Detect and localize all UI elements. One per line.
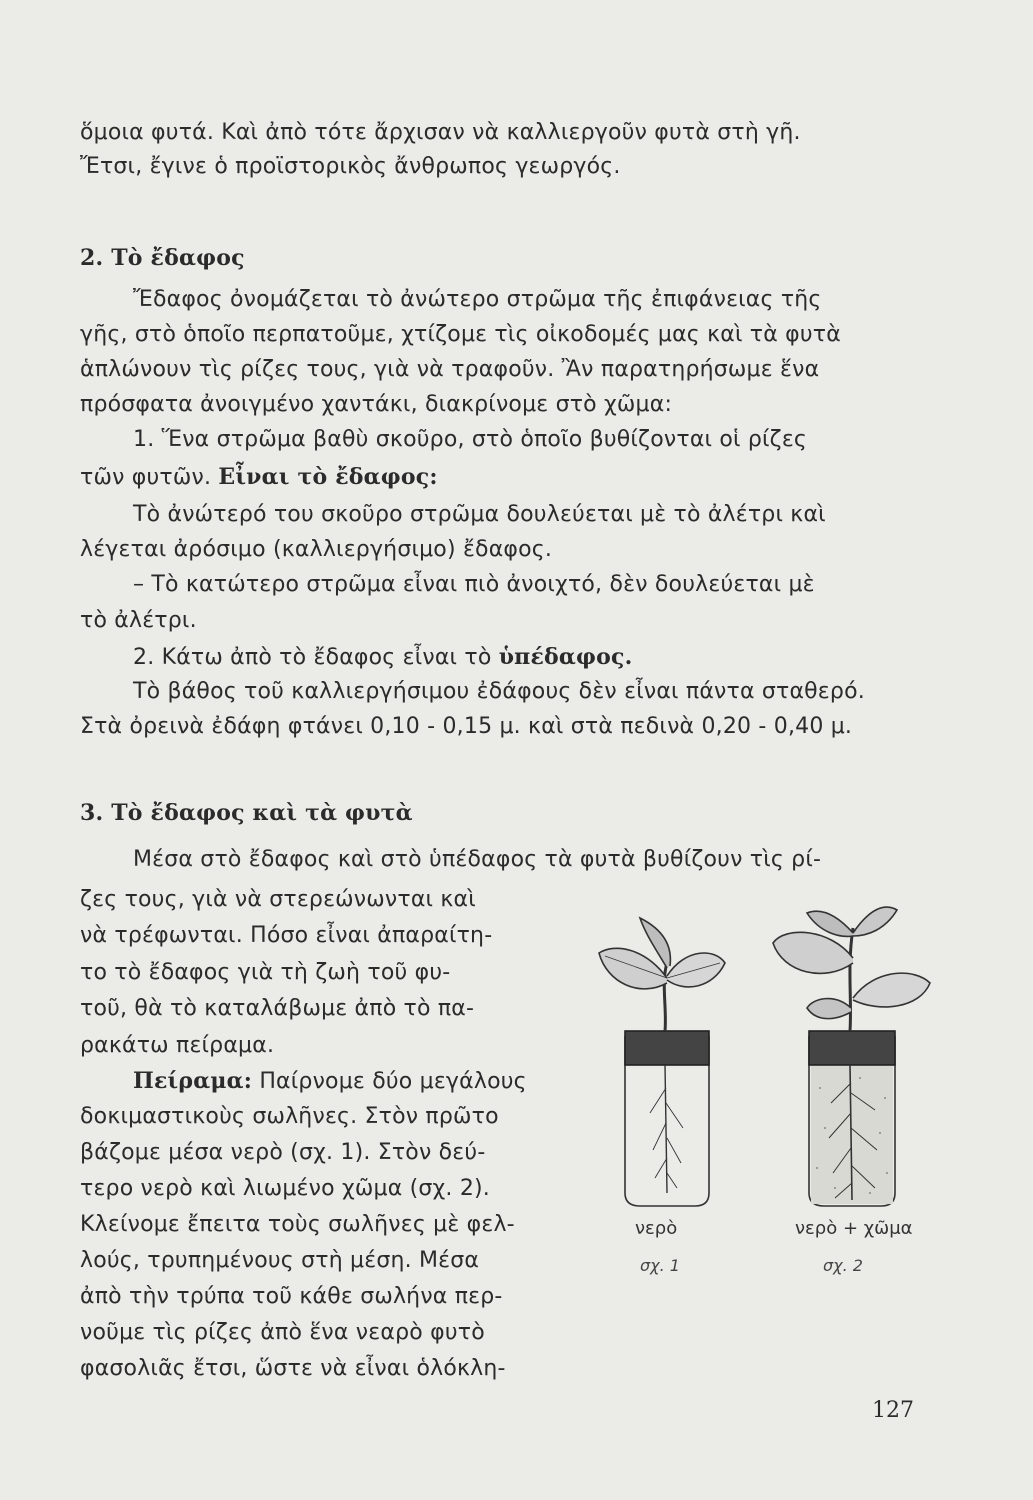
experiment-line: Κλείνομε ἔπειτα τοὺς σωλῆνες μὲ φελ- [80,1212,515,1237]
s2-para-line: Ἔδαφος ὀνομάζεται τὸ ἀνώτερο στρῶμα τῆς ἐπιφάνειας τῆς [133,287,822,312]
experiment-line: ἀπὸ τὴν τρύπα τοῦ κάθε σωλήνα περ- [80,1284,503,1309]
s2-para-line: Τὸ ἀνώτερό του σκοῦρο στρῶμα δουλεύεται μὲ τὸ ἀλέτρι καὶ [133,502,826,527]
s3-line: τοῦ, θὰ τὸ καταλάβωμε ἀπὸ τὸ πα- [80,996,475,1021]
intro-line-2: Ἔτσι, ἔγινε ὁ προϊστορικὸς ἄνθρωπος γεωργός. [80,154,621,179]
tube-2-label: νερὸ + χῶμα [795,1218,913,1239]
s2-item-1: 1. Ἕνα στρῶμα βαθὺ σκοῦρο, στὸ ὁποῖο βυθίζονται οἱ ρίζες [133,427,808,452]
s2-item-1-text: τῶν φυτῶν. [80,465,212,490]
s2-para-line: τὸ ἀλέτρι. [80,608,197,633]
s2-para-line: Τὸ βάθος τοῦ καλλιεργήσιμου ἐδάφους δὲν εἶναι πάντα σταθερό. [133,679,865,704]
s3-line: ζες τους, γιὰ νὰ στερεώνωνται καὶ [80,887,476,912]
experiment-line: δοκιμαστικοὺς σωλῆνες. Στὸν πρῶτο [80,1104,499,1129]
section-3-heading: 3. Τὸ ἔδαφος καὶ τὰ φυτὰ [80,800,413,826]
s2-para-line: πρόσφατα ἀνοιγμένο χαντάκι, διακρίνομε στὸ χῶμα: [80,392,673,417]
section-2-heading: 2. Τὸ ἔδαφος [80,245,245,271]
s2-item-2-text: 2. Κάτω ἀπὸ τὸ ἔδαφος εἶναι τὸ [133,645,492,670]
experiment-line: φασολιᾶς ἔτσι, ὥστε νὰ εἶναι ὁλόκλη- [80,1356,506,1381]
s3-line: νὰ τρέφωνται. Πόσο εἶναι ἀπαραίτη- [80,923,493,948]
experiment-line: βάζομε μέσα νερὸ (σχ. 1). Στὸν δεύ- [80,1140,486,1165]
s3-line: ρακάτω πείραμα. [80,1033,275,1058]
experiment-figure [585,888,945,1308]
tube-1-label: νερὸ [635,1218,678,1239]
s3-line: το τὸ ἔδαφος γιὰ τὴ ζωὴ τοῦ φυ- [80,960,451,985]
experiment-text: Παίρνομε δύο μεγάλους [259,1069,527,1094]
page-number: 127 [872,1398,914,1423]
s2-para-line: λέγεται ἀρόσιμο (καλλιεργήσιμο) ἔδαφος. [80,537,553,562]
intro-line-1: ὅμοια φυτά. Καὶ ἀπὸ τότε ἄρχισαν νὰ καλλιεργοῦν φυτὰ στὴ γῆ. [80,120,801,145]
experiment-line: λούς, τρυπημένους στὴ μέση. Μέσα [80,1248,480,1273]
experiment-label: Πείραμα: [133,1068,253,1094]
s2-item-2 [133,642,632,673]
s2-para-line: γῆς, στὸ ὁποῖο περπατοῦμε, χτίζομε τὶς οἰκοδομές μας καὶ τὰ φυτὰ [80,322,841,347]
experiment-line [133,1066,527,1097]
s2-item-1-cont [80,462,438,493]
figure-1-caption: σχ. 1 [640,1256,680,1275]
s3-line: Μέσα στὸ ἔδαφος καὶ στὸ ὑπέδαφος τὰ φυτὰ βυθίζουν τὶς ρί- [133,847,822,872]
s2-item-1-bold: Εἶναι τὸ ἔδαφος: [218,464,438,490]
figure-2-caption: σχ. 2 [823,1256,863,1275]
test-tubes-illustration [585,888,945,1308]
s2-item-2-bold: ὑπέδαφος. [498,644,633,670]
s2-para-line: ἁπλώνουν τὶς ρίζες τους, γιὰ νὰ τραφοῦν. Ἂν παρατηρήσωμε ἕνα [80,357,820,382]
s2-para-line: Στὰ ὀρεινὰ ἐδάφη φτάνει 0,10 - 0,15 μ. καὶ στὰ πεδινὰ 0,20 - 0,40 μ. [80,714,853,739]
s2-para-line: – Τὸ κατώτερο στρῶμα εἶναι πιὸ ἀνοιχτό, δὲν δουλεύεται μὲ [133,572,815,597]
experiment-line: τερο νερὸ καὶ λιωμένο χῶμα (σχ. 2). [80,1176,490,1201]
experiment-line: νοῦμε τὶς ρίζες ἀπὸ ἕνα νεαρὸ φυτὸ [80,1320,485,1345]
